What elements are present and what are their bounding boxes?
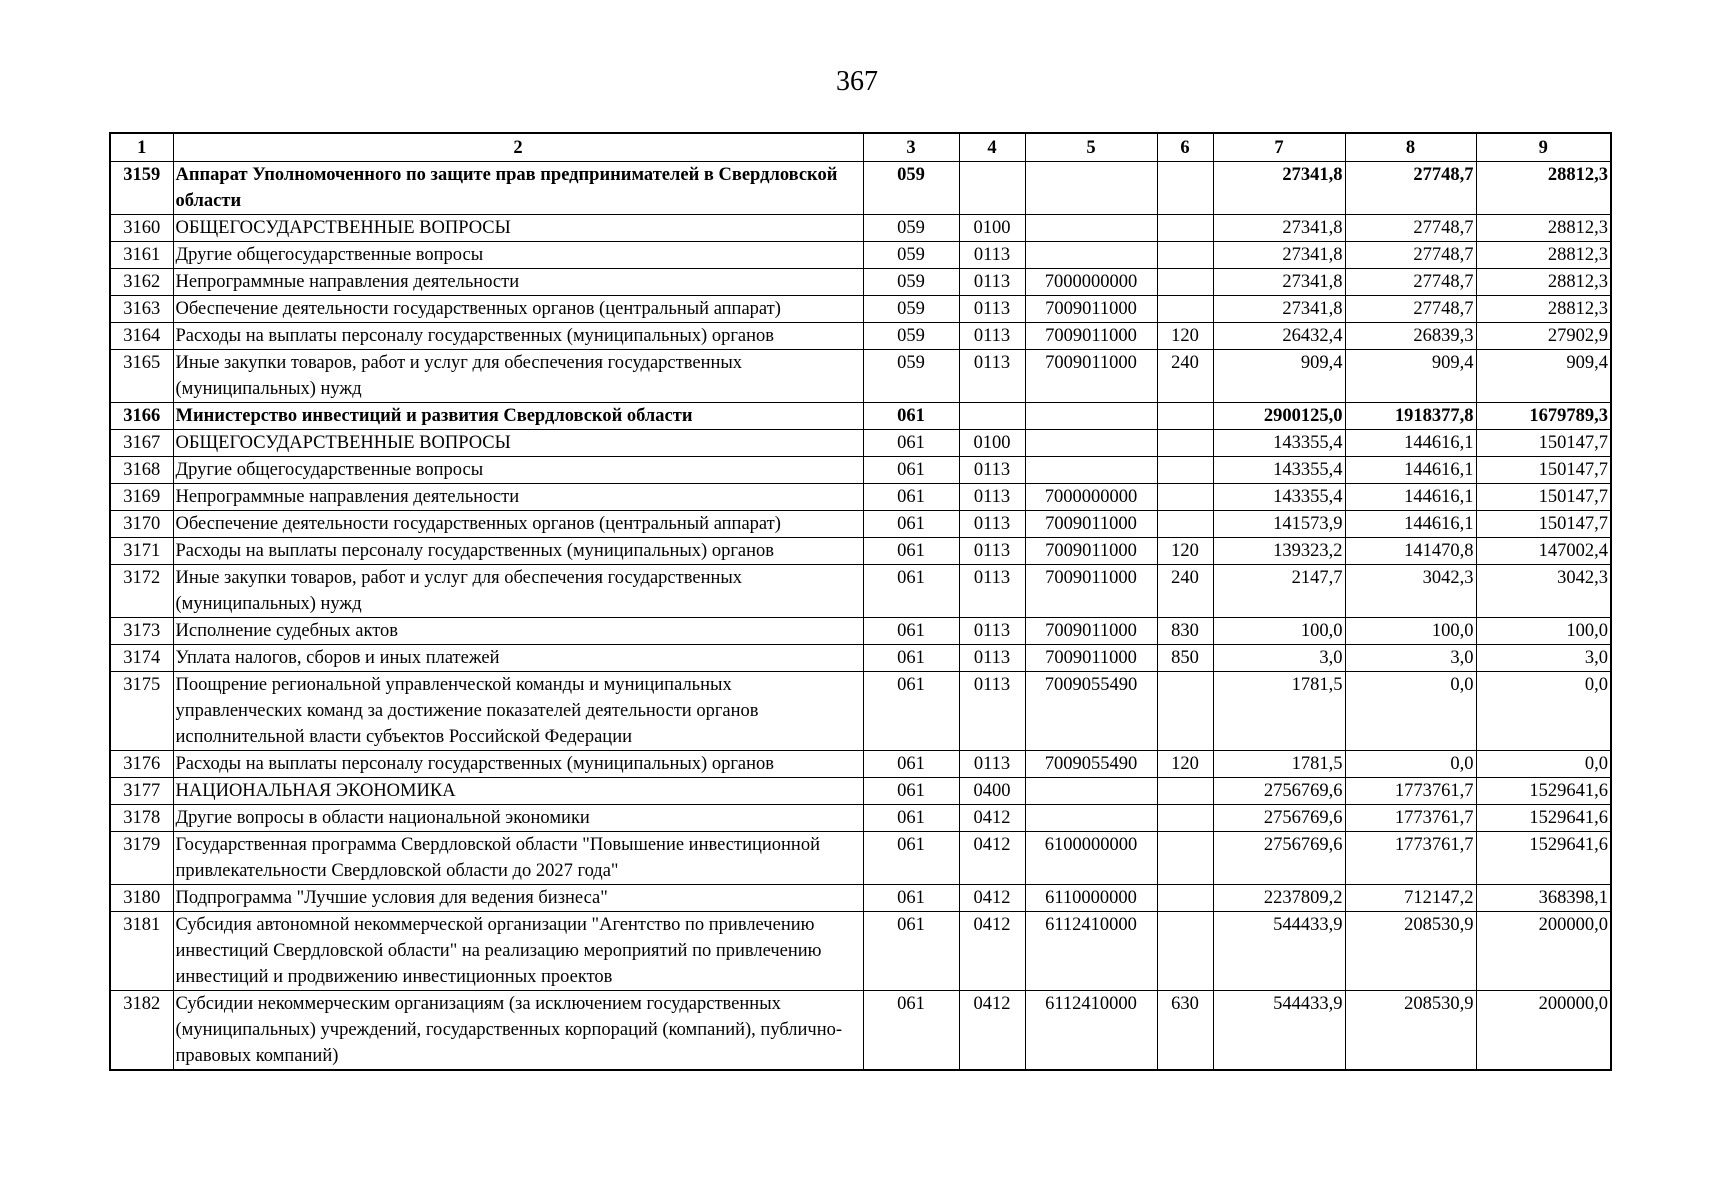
amount-col-7: 139323,2 [1213, 538, 1345, 565]
amount-col-9: 3,0 [1476, 645, 1611, 672]
row-number: 3178 [110, 805, 173, 832]
row-description: Обеспечение деятельности государственных органов (центральный аппарат) [173, 296, 863, 323]
section-code: 0412 [959, 912, 1025, 991]
section-code: 0113 [959, 511, 1025, 538]
amount-col-8: 208530,9 [1345, 912, 1476, 991]
expense-type-code [1157, 296, 1213, 323]
table-row [110, 511, 1611, 538]
row-number: 3161 [110, 242, 173, 269]
table-row [110, 991, 1611, 1071]
target-article-code: 6110000000 [1025, 885, 1157, 912]
section-code: 0113 [959, 457, 1025, 484]
amount-col-8: 27748,7 [1345, 296, 1476, 323]
amount-col-8: 141470,8 [1345, 538, 1476, 565]
row-description: Расходы на выплаты персоналу государственных (муниципальных) органов [173, 538, 863, 565]
target-article-code [1025, 805, 1157, 832]
row-description: Государственная программа Свердловской области "Повышение инвестиционной привлекательности Свердловской области до 2027 года" [173, 832, 863, 885]
section-code: 0113 [959, 484, 1025, 511]
section-code: 0412 [959, 805, 1025, 832]
target-article-code: 7009011000 [1025, 565, 1157, 618]
amount-col-8: 144616,1 [1345, 430, 1476, 457]
row-number: 3176 [110, 751, 173, 778]
target-article-code: 7000000000 [1025, 269, 1157, 296]
expense-type-code [1157, 672, 1213, 751]
amount-col-7: 141573,9 [1213, 511, 1345, 538]
row-number: 3171 [110, 538, 173, 565]
expense-type-code: 240 [1157, 565, 1213, 618]
amount-col-9: 1679789,3 [1476, 403, 1611, 430]
expense-type-code: 120 [1157, 751, 1213, 778]
ministry-code: 061 [863, 645, 959, 672]
amount-col-7: 2756769,6 [1213, 832, 1345, 885]
column-header: 8 [1345, 133, 1476, 162]
ministry-code: 061 [863, 403, 959, 430]
section-code: 0400 [959, 778, 1025, 805]
target-article-code [1025, 403, 1157, 430]
target-article-code: 7009011000 [1025, 645, 1157, 672]
expense-type-code: 630 [1157, 991, 1213, 1071]
amount-col-7: 1781,5 [1213, 751, 1345, 778]
target-article-code: 7009011000 [1025, 511, 1157, 538]
row-number: 3169 [110, 484, 173, 511]
table-row [110, 645, 1611, 672]
expense-type-code [1157, 805, 1213, 832]
amount-col-9: 100,0 [1476, 618, 1611, 645]
column-header: 1 [110, 133, 173, 162]
target-article-code: 7009055490 [1025, 751, 1157, 778]
ministry-code: 061 [863, 457, 959, 484]
amount-col-7: 27341,8 [1213, 296, 1345, 323]
expense-type-code: 120 [1157, 323, 1213, 350]
section-code: 0100 [959, 430, 1025, 457]
table-row [110, 457, 1611, 484]
amount-col-7: 143355,4 [1213, 484, 1345, 511]
section-code [959, 162, 1025, 215]
amount-col-9: 1529641,6 [1476, 805, 1611, 832]
row-number: 3166 [110, 403, 173, 430]
row-description: Подпрограмма "Лучшие условия для ведения бизнеса" [173, 885, 863, 912]
amount-col-9: 28812,3 [1476, 242, 1611, 269]
amount-col-7: 544433,9 [1213, 991, 1345, 1071]
amount-col-7: 2756769,6 [1213, 778, 1345, 805]
amount-col-8: 27748,7 [1345, 162, 1476, 215]
amount-col-8: 26839,3 [1345, 323, 1476, 350]
ministry-code: 059 [863, 215, 959, 242]
row-description: ОБЩЕГОСУДАРСТВЕННЫЕ ВОПРОСЫ [173, 215, 863, 242]
row-description: ОБЩЕГОСУДАРСТВЕННЫЕ ВОПРОСЫ [173, 430, 863, 457]
expense-type-code: 240 [1157, 350, 1213, 403]
table-row [110, 538, 1611, 565]
ministry-code: 061 [863, 672, 959, 751]
section-code: 0113 [959, 672, 1025, 751]
table-row [110, 832, 1611, 885]
table-row [110, 162, 1611, 215]
ministry-code: 061 [863, 778, 959, 805]
amount-col-9: 200000,0 [1476, 912, 1611, 991]
amount-col-9: 150147,7 [1476, 457, 1611, 484]
amount-col-7: 100,0 [1213, 618, 1345, 645]
row-description: Министерство инвестиций и развития Свердловской области [173, 403, 863, 430]
amount-col-7: 27341,8 [1213, 215, 1345, 242]
row-number: 3159 [110, 162, 173, 215]
row-description: Расходы на выплаты персоналу государственных (муниципальных) органов [173, 323, 863, 350]
amount-col-8: 144616,1 [1345, 484, 1476, 511]
ministry-code: 061 [863, 538, 959, 565]
amount-col-9: 1529641,6 [1476, 832, 1611, 885]
amount-col-7: 909,4 [1213, 350, 1345, 403]
amount-col-8: 1773761,7 [1345, 778, 1476, 805]
amount-col-8: 27748,7 [1345, 215, 1476, 242]
amount-col-8: 0,0 [1345, 751, 1476, 778]
amount-col-8: 909,4 [1345, 350, 1476, 403]
amount-col-8: 712147,2 [1345, 885, 1476, 912]
expense-type-code: 120 [1157, 538, 1213, 565]
amount-col-7: 143355,4 [1213, 430, 1345, 457]
expense-type-code [1157, 912, 1213, 991]
section-code: 0113 [959, 645, 1025, 672]
table-row [110, 565, 1611, 618]
section-code: 0113 [959, 269, 1025, 296]
ministry-code: 061 [863, 565, 959, 618]
table-row [110, 215, 1611, 242]
target-article-code: 7009011000 [1025, 538, 1157, 565]
table-header-row [110, 133, 1611, 162]
column-header: 3 [863, 133, 959, 162]
section-code: 0412 [959, 832, 1025, 885]
amount-col-7: 2237809,2 [1213, 885, 1345, 912]
table-row [110, 751, 1611, 778]
table-body [110, 162, 1611, 1071]
amount-col-9: 909,4 [1476, 350, 1611, 403]
amount-col-7: 3,0 [1213, 645, 1345, 672]
amount-col-7: 27341,8 [1213, 269, 1345, 296]
amount-col-7: 26432,4 [1213, 323, 1345, 350]
amount-col-9: 28812,3 [1476, 296, 1611, 323]
amount-col-9: 1529641,6 [1476, 778, 1611, 805]
table-row [110, 885, 1611, 912]
table-row [110, 269, 1611, 296]
section-code: 0113 [959, 296, 1025, 323]
ministry-code: 059 [863, 269, 959, 296]
ministry-code: 061 [863, 511, 959, 538]
expense-type-code [1157, 778, 1213, 805]
expense-type-code [1157, 403, 1213, 430]
section-code: 0113 [959, 323, 1025, 350]
amount-col-9: 200000,0 [1476, 991, 1611, 1071]
amount-col-8: 1918377,8 [1345, 403, 1476, 430]
ministry-code: 059 [863, 242, 959, 269]
row-description: Исполнение судебных актов [173, 618, 863, 645]
amount-col-7: 1781,5 [1213, 672, 1345, 751]
table-row [110, 350, 1611, 403]
target-article-code [1025, 430, 1157, 457]
amount-col-7: 544433,9 [1213, 912, 1345, 991]
amount-col-8: 100,0 [1345, 618, 1476, 645]
ministry-code: 061 [863, 430, 959, 457]
ministry-code: 061 [863, 991, 959, 1071]
section-code: 0113 [959, 350, 1025, 403]
expense-type-code [1157, 242, 1213, 269]
target-article-code: 7009011000 [1025, 350, 1157, 403]
amount-col-9: 28812,3 [1476, 162, 1611, 215]
amount-col-8: 208530,9 [1345, 991, 1476, 1071]
section-code: 0412 [959, 885, 1025, 912]
row-description: Другие вопросы в области национальной экономики [173, 805, 863, 832]
amount-col-7: 2900125,0 [1213, 403, 1345, 430]
amount-col-9: 150147,7 [1476, 484, 1611, 511]
amount-col-9: 150147,7 [1476, 511, 1611, 538]
expense-type-code [1157, 484, 1213, 511]
column-header: 6 [1157, 133, 1213, 162]
target-article-code [1025, 457, 1157, 484]
amount-col-9: 147002,4 [1476, 538, 1611, 565]
table-row [110, 484, 1611, 511]
amount-col-7: 2147,7 [1213, 565, 1345, 618]
amount-col-9: 28812,3 [1476, 269, 1611, 296]
row-number: 3162 [110, 269, 173, 296]
row-description: Иные закупки товаров, работ и услуг для обеспечения государственных (муниципальных) нужд [173, 350, 863, 403]
amount-col-9: 0,0 [1476, 751, 1611, 778]
section-code: 0113 [959, 751, 1025, 778]
amount-col-9: 0,0 [1476, 672, 1611, 751]
section-code: 0100 [959, 215, 1025, 242]
expense-type-code [1157, 215, 1213, 242]
amount-col-7: 2756769,6 [1213, 805, 1345, 832]
ministry-code: 059 [863, 350, 959, 403]
row-description: Уплата налогов, сборов и иных платежей [173, 645, 863, 672]
amount-col-9: 27902,9 [1476, 323, 1611, 350]
row-number: 3174 [110, 645, 173, 672]
row-number: 3168 [110, 457, 173, 484]
row-description: Субсидии некоммерческим организациям (за исключением государственных (муниципальных) учреждений, государственных корпораций (компаний), публично-правовых компаний) [173, 991, 863, 1071]
row-description: Поощрение региональной управленческой команды и муниципальных управленческих команд за достижение показателей деятельности органов исполнительной власти субъектов Российской Федерации [173, 672, 863, 751]
amount-col-7: 27341,8 [1213, 242, 1345, 269]
expense-type-code [1157, 511, 1213, 538]
row-description: Обеспечение деятельности государственных органов (центральный аппарат) [173, 511, 863, 538]
table-row [110, 778, 1611, 805]
target-article-code: 6112410000 [1025, 912, 1157, 991]
column-header: 9 [1476, 133, 1611, 162]
ministry-code: 061 [863, 618, 959, 645]
row-number: 3172 [110, 565, 173, 618]
amount-col-9: 28812,3 [1476, 215, 1611, 242]
row-description: Другие общегосударственные вопросы [173, 242, 863, 269]
row-description: Другие общегосударственные вопросы [173, 457, 863, 484]
column-header: 4 [959, 133, 1025, 162]
row-description: НАЦИОНАЛЬНАЯ ЭКОНОМИКА [173, 778, 863, 805]
column-header: 2 [173, 133, 863, 162]
row-number: 3167 [110, 430, 173, 457]
row-number: 3173 [110, 618, 173, 645]
table-row [110, 430, 1611, 457]
ministry-code: 061 [863, 484, 959, 511]
table-row [110, 672, 1611, 751]
ministry-code: 061 [863, 751, 959, 778]
expense-type-code [1157, 457, 1213, 484]
expense-type-code [1157, 885, 1213, 912]
ministry-code: 061 [863, 832, 959, 885]
ministry-code: 061 [863, 885, 959, 912]
row-number: 3165 [110, 350, 173, 403]
row-number: 3177 [110, 778, 173, 805]
ministry-code: 059 [863, 296, 959, 323]
amount-col-7: 143355,4 [1213, 457, 1345, 484]
target-article-code: 6112410000 [1025, 991, 1157, 1071]
section-code: 0113 [959, 538, 1025, 565]
amount-col-8: 3,0 [1345, 645, 1476, 672]
row-number: 3164 [110, 323, 173, 350]
section-code: 0113 [959, 565, 1025, 618]
row-description: Иные закупки товаров, работ и услуг для обеспечения государственных (муниципальных) нужд [173, 565, 863, 618]
row-number: 3180 [110, 885, 173, 912]
ministry-code: 061 [863, 912, 959, 991]
table-row [110, 296, 1611, 323]
row-number: 3181 [110, 912, 173, 991]
budget-table [109, 132, 1612, 1071]
expense-type-code [1157, 162, 1213, 215]
amount-col-8: 1773761,7 [1345, 832, 1476, 885]
row-number: 3175 [110, 672, 173, 751]
amount-col-8: 27748,7 [1345, 242, 1476, 269]
target-article-code: 7009055490 [1025, 672, 1157, 751]
ministry-code: 061 [863, 805, 959, 832]
row-number: 3179 [110, 832, 173, 885]
amount-col-9: 368398,1 [1476, 885, 1611, 912]
row-description: Непрограммные направления деятельности [173, 269, 863, 296]
amount-col-8: 27748,7 [1345, 269, 1476, 296]
column-header: 7 [1213, 133, 1345, 162]
amount-col-8: 3042,3 [1345, 565, 1476, 618]
section-code: 0113 [959, 618, 1025, 645]
expense-type-code: 830 [1157, 618, 1213, 645]
target-article-code: 7009011000 [1025, 323, 1157, 350]
page-number: 367 [836, 66, 878, 97]
row-description: Непрограммные направления деятельности [173, 484, 863, 511]
target-article-code: 7000000000 [1025, 484, 1157, 511]
ministry-code: 059 [863, 162, 959, 215]
ministry-code: 059 [863, 323, 959, 350]
target-article-code [1025, 778, 1157, 805]
row-number: 3163 [110, 296, 173, 323]
column-header: 5 [1025, 133, 1157, 162]
amount-col-8: 1773761,7 [1345, 805, 1476, 832]
row-description: Аппарат Уполномоченного по защите прав предпринимателей в Свердловской области [173, 162, 863, 215]
section-code [959, 403, 1025, 430]
amount-col-9: 3042,3 [1476, 565, 1611, 618]
table-row [110, 242, 1611, 269]
amount-col-8: 144616,1 [1345, 511, 1476, 538]
target-article-code [1025, 215, 1157, 242]
row-number: 3182 [110, 991, 173, 1071]
table-row [110, 805, 1611, 832]
expense-type-code: 850 [1157, 645, 1213, 672]
target-article-code: 7009011000 [1025, 618, 1157, 645]
expense-type-code [1157, 832, 1213, 885]
table-row [110, 403, 1611, 430]
row-description: Субсидия автономной некоммерческой организации "Агентство по привлечению инвестиций Свердловской области" на реализацию мероприятий по привлечению инвестиций и продвижению инвестиционных проектов [173, 912, 863, 991]
table-row [110, 618, 1611, 645]
amount-col-9: 150147,7 [1476, 430, 1611, 457]
amount-col-8: 144616,1 [1345, 457, 1476, 484]
amount-col-7: 27341,8 [1213, 162, 1345, 215]
table-row [110, 323, 1611, 350]
section-code: 0113 [959, 242, 1025, 269]
amount-col-8: 0,0 [1345, 672, 1476, 751]
target-article-code [1025, 242, 1157, 269]
row-description: Расходы на выплаты персоналу государственных (муниципальных) органов [173, 751, 863, 778]
expense-type-code [1157, 430, 1213, 457]
section-code: 0412 [959, 991, 1025, 1071]
row-number: 3160 [110, 215, 173, 242]
expense-type-code [1157, 269, 1213, 296]
target-article-code: 6100000000 [1025, 832, 1157, 885]
target-article-code [1025, 162, 1157, 215]
target-article-code: 7009011000 [1025, 296, 1157, 323]
table-row [110, 912, 1611, 991]
row-number: 3170 [110, 511, 173, 538]
